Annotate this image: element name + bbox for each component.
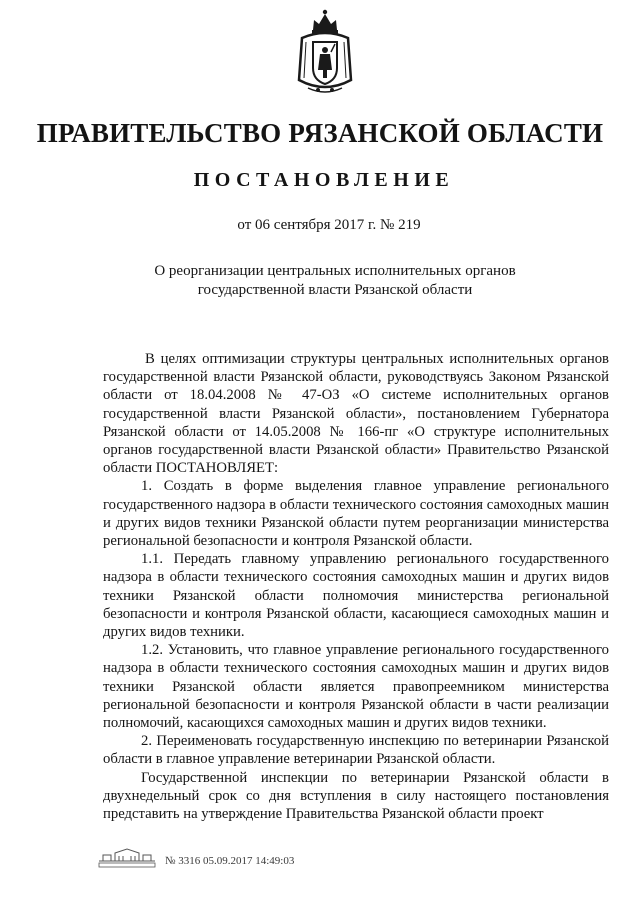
- clause-2-paragraph: 2. Переименовать государственную инспекцию по ветеринарии Рязанской области в главное управление ветеринарии Рязанской области.: [103, 733, 609, 768]
- document-date-number: от 06 сентября 2017 г. № 219: [237, 217, 421, 233]
- registration-stamp: [165, 855, 294, 867]
- registration-footer: [97, 847, 517, 869]
- authority-title: ПРАВИТЕЛЬСТВО РЯЗАНСКОЙ ОБЛАСТИ: [36, 118, 604, 148]
- subject-line: О реорганизации центральных исполнительных органов: [154, 263, 516, 279]
- document-type-heading: ПОСТАНОВЛЕНИЕ: [193, 169, 455, 191]
- preamble-paragraph: В целях оптимизации структуры центральных исполнительных органов государственной власти Рязанской области, руководствуясь Законом Рязанской области от 18.04.2008 № 47-ОЗ «О системе исполнительных органов государственной власти Рязанской области», постановлением Губернатора Рязанской области от 14.05.2008 № 166-пг «О структуре исполнительных органов государственной власти Рязанской области» Правительство Рязанской области ПОСТАНОВЛЯЕТ:: [103, 351, 609, 477]
- registration-text: 3316 05.09.2017 14:49:03: [178, 855, 295, 867]
- building-stamp-icon: [97, 847, 157, 869]
- clause-1-1-paragraph: 1.1. Передать главному управлению регионального государственного надзора в области технического состояния самоходных машин и других видов техники Рязанской области полномочия министерства региональной безопасности и контроля Рязанской области, касающиеся самоходных машин и других видов техники.: [103, 551, 609, 641]
- coat-of-arms-icon: [296, 8, 354, 96]
- document-body: [103, 350, 609, 823]
- clause-1-2-paragraph: 1.2. Установить, что главное управление регионального государственного надзора в области технического состояния самоходных машин и других видов техники Рязанской области является правопреемником министерства региональной безопасности и контроля Рязанской области в части реализации полномочий, касающихся самоходных машин и других видов техники.: [103, 642, 609, 732]
- number-mark: №: [165, 855, 176, 867]
- clause-2-continuation-paragraph: Государственной инспекции по ветеринарии Рязанской области в двухнедельный срок со дня вступления в силу настоящего постановления представить на утверждение Правительства Рязанской области проект: [103, 769, 609, 823]
- subject-line: государственной власти Рязанской области: [197, 282, 473, 298]
- clause-1-paragraph: 1. Создать в форме выделения главное управление регионального государственного надзора в области технического состояния самоходных машин и других видов техники Рязанской области путем реорганизации министерства региональной безопасности и контроля Рязанской области.: [103, 478, 609, 550]
- document-subject: [120, 262, 550, 300]
